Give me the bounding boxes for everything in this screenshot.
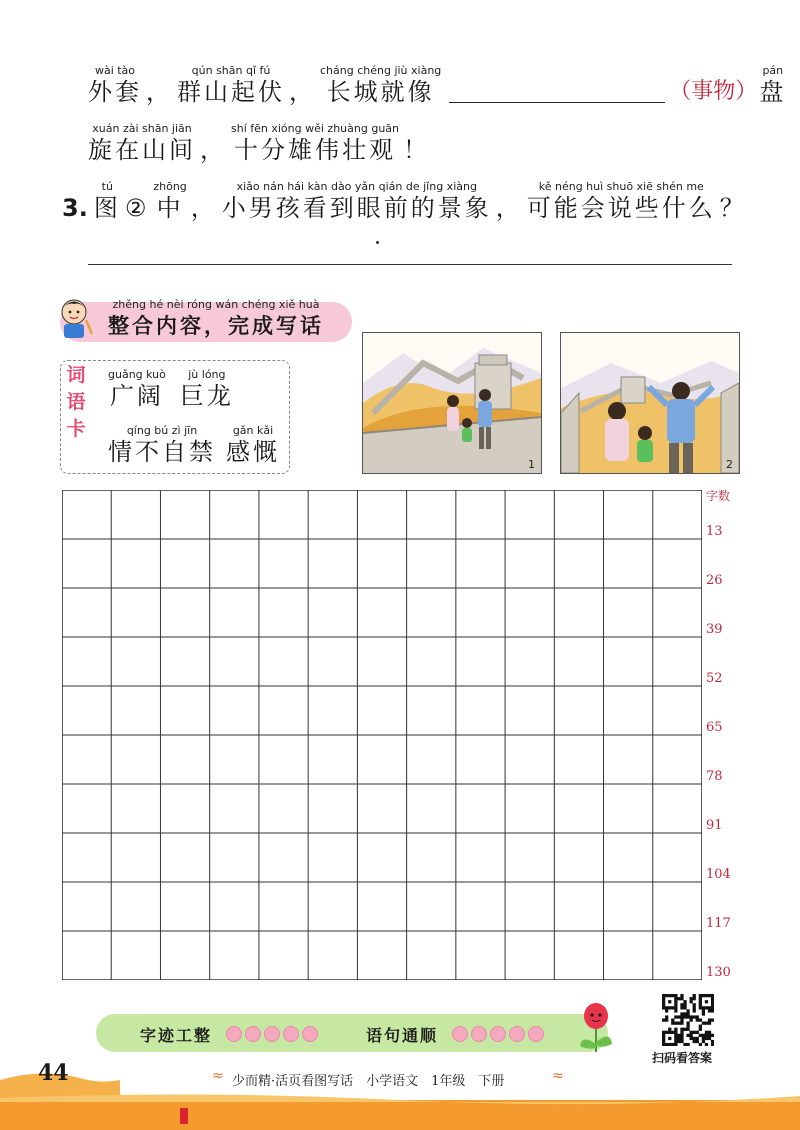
ruby-group: xiǎo nán hái kàn dào yǎn qián de jǐng xiàng 小男孩看到眼前的景象 bbox=[221, 180, 492, 222]
char-count: 39 bbox=[706, 622, 723, 637]
tab-char: 语 bbox=[66, 391, 86, 413]
word-card-row-1 bbox=[108, 368, 238, 411]
ruby-group: ， bbox=[495, 194, 523, 222]
answer-line[interactable] bbox=[88, 264, 732, 265]
ruby-group: cháng chéng jiù xiàng 长城就像 bbox=[320, 64, 442, 106]
flower-icon[interactable] bbox=[471, 1026, 487, 1042]
ruby-group: pán 盘 bbox=[759, 64, 787, 106]
char-count: 26 bbox=[706, 573, 723, 588]
banner-ruby: zhěng hé nèi róng wán chéng xiě huà 整合内容，完成写话 bbox=[108, 298, 324, 338]
ruby-group: kě néng huì shuō xiē shén me 可能会说些什么 bbox=[526, 180, 716, 222]
flower-icon[interactable] bbox=[302, 1026, 318, 1042]
word-item: qíng bú zì jīn 情不自禁 bbox=[108, 424, 216, 466]
eval-label-fluency: 语句通顺 bbox=[366, 1026, 439, 1045]
char-count: 104 bbox=[706, 867, 731, 882]
ruby-group: qún shān qǐ fú 群山起伏 bbox=[177, 64, 285, 106]
tab-char: 卡 bbox=[66, 418, 86, 440]
char-count: 52 bbox=[706, 671, 723, 686]
ruby-group: xuán zài shān jiān 旋在山间 bbox=[88, 122, 196, 164]
grid-lines bbox=[62, 490, 702, 980]
ruby-group: zhōng 中 bbox=[153, 180, 187, 222]
qr-code-icon[interactable] bbox=[662, 994, 714, 1046]
picture-number: 2 bbox=[726, 458, 733, 471]
ruby-group: shí fēn xióng wěi zhuàng guān 十分雄伟壮观 bbox=[231, 122, 400, 164]
banner-title bbox=[108, 298, 328, 341]
question-3 bbox=[62, 180, 751, 223]
sentence-line-1 bbox=[88, 64, 790, 107]
char-count: 130 bbox=[706, 965, 731, 980]
question-number: 3. bbox=[62, 194, 88, 222]
char-count: 91 bbox=[706, 818, 723, 833]
ruby-group: ， bbox=[289, 78, 316, 106]
flower-icon[interactable] bbox=[452, 1026, 468, 1042]
ruby-group: ， bbox=[190, 194, 218, 222]
hint-paren: （事物） bbox=[669, 79, 758, 104]
char-count-header: 字数 bbox=[706, 489, 731, 503]
eval-label-handwriting: 字迹工整 bbox=[140, 1026, 213, 1045]
writing-grid[interactable] bbox=[62, 490, 702, 980]
book-title: 少而精·活页看图写话 小学语文 1年级 下册 bbox=[232, 1074, 505, 1089]
word-card-row-2 bbox=[108, 424, 284, 467]
ruby-group: ， bbox=[200, 136, 227, 164]
ruby-group: wài tào 外套 bbox=[88, 64, 142, 106]
flower-icon[interactable] bbox=[226, 1026, 242, 1042]
word-item: jù lóng 巨龙 bbox=[179, 368, 234, 410]
tab-char: 词 bbox=[66, 364, 86, 386]
ruby-group: tú 图 bbox=[93, 180, 121, 222]
illustration-1 bbox=[362, 332, 542, 474]
flower-icon[interactable] bbox=[528, 1026, 544, 1042]
tulip-icon bbox=[574, 1000, 618, 1054]
ruby-group: ？ bbox=[719, 194, 747, 222]
flower-icon[interactable] bbox=[264, 1026, 280, 1042]
char-count: 13 bbox=[706, 524, 723, 539]
student-icon bbox=[56, 296, 96, 340]
ruby-group: ， bbox=[146, 78, 173, 106]
rating-flowers-1[interactable] bbox=[226, 1026, 318, 1042]
flower-icon[interactable] bbox=[283, 1026, 299, 1042]
wave-icon: ≈ bbox=[552, 1068, 564, 1084]
char-count: 78 bbox=[706, 769, 723, 784]
rating-flowers-2[interactable] bbox=[452, 1026, 544, 1042]
word-item: gǎn kǎi 感慨 bbox=[226, 424, 280, 466]
page-number: 44 bbox=[38, 1060, 69, 1086]
illustration-2 bbox=[560, 332, 740, 474]
qr-label: 扫码看答案 bbox=[652, 1051, 713, 1065]
sentence-line-2 bbox=[88, 122, 434, 165]
flower-icon[interactable] bbox=[245, 1026, 261, 1042]
flower-icon[interactable] bbox=[490, 1026, 506, 1042]
ruby-group: ② bbox=[124, 194, 150, 222]
dot-mark bbox=[376, 241, 379, 244]
wave-icon: ≈ bbox=[212, 1068, 224, 1084]
ruby-group: ！ bbox=[403, 136, 431, 164]
flower-icon[interactable] bbox=[509, 1026, 525, 1042]
fill-blank[interactable] bbox=[449, 78, 665, 103]
word-item: guǎng kuò 广阔 bbox=[108, 368, 166, 410]
picture-number: 1 bbox=[528, 458, 535, 471]
char-count: 117 bbox=[706, 916, 731, 931]
char-count: 65 bbox=[706, 720, 723, 735]
word-card-tab bbox=[62, 362, 90, 468]
